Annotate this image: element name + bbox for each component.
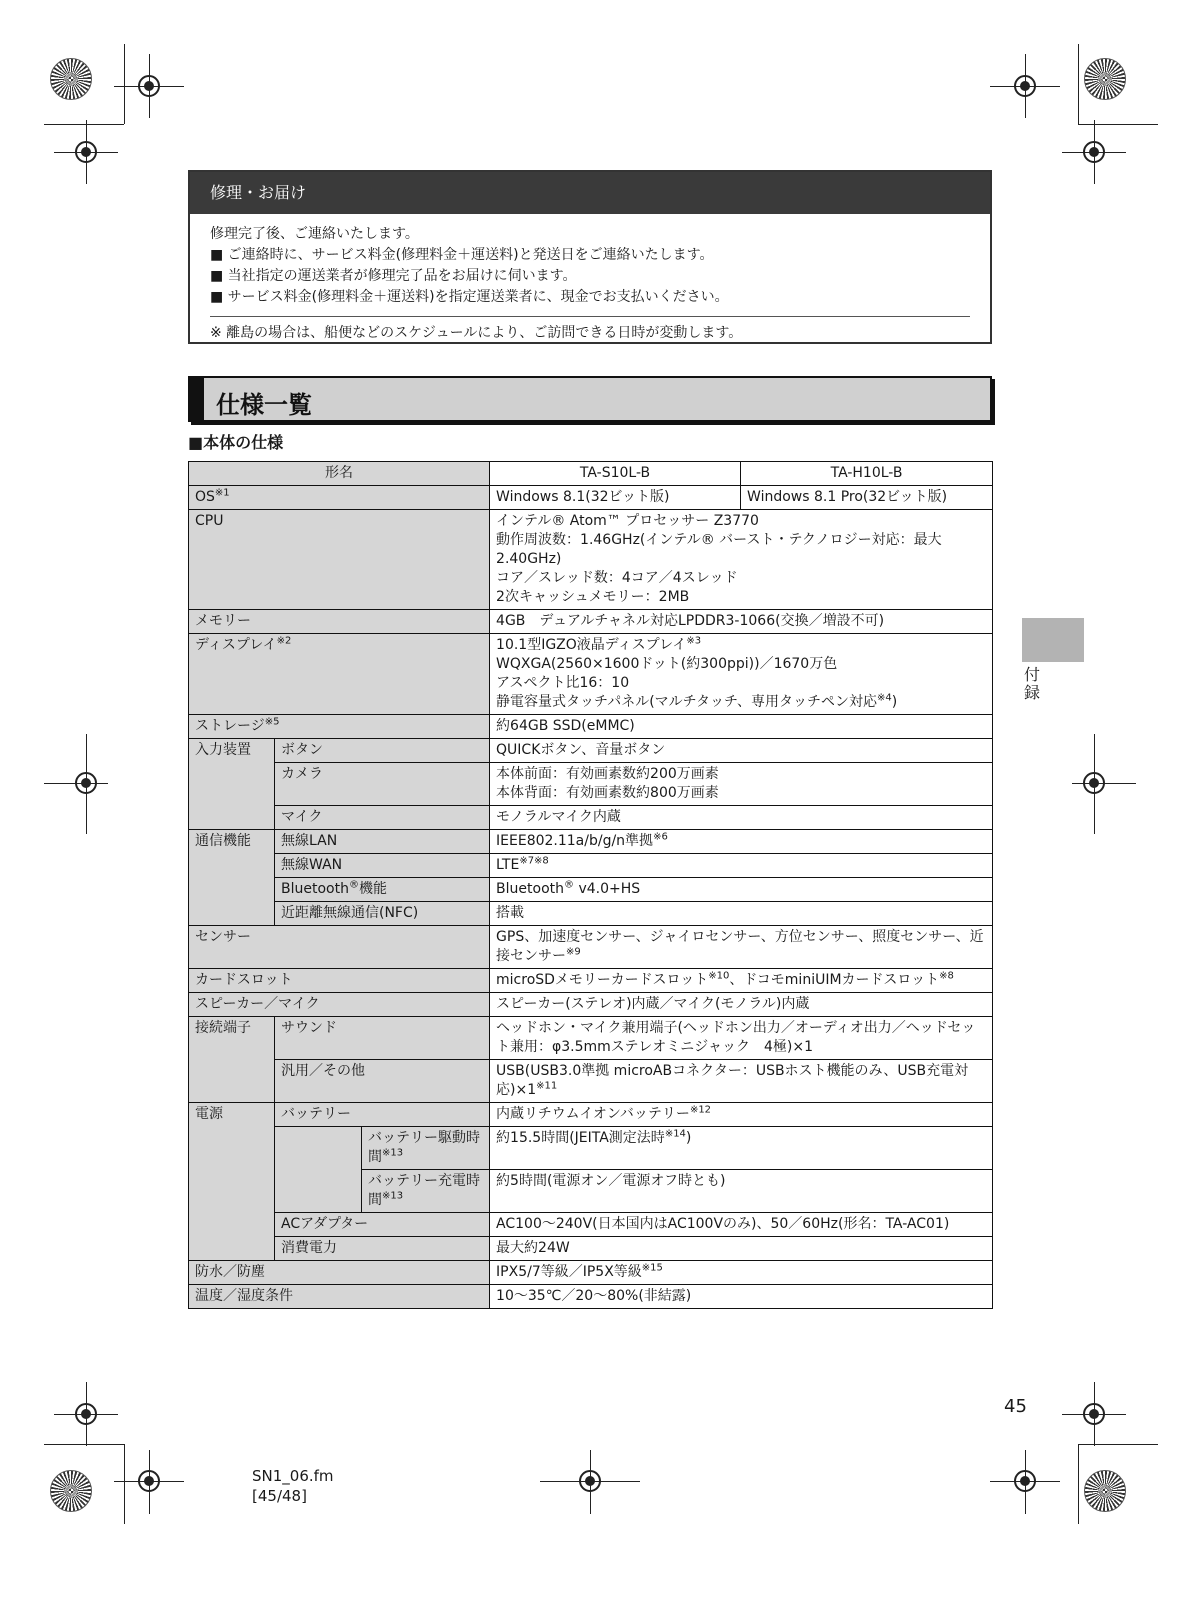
table-cell: AC100〜240V(日本国内はAC100Vのみ)、50／60Hz(形名：TA-AC01) (490, 1213, 993, 1237)
row-label: CPU (189, 510, 490, 610)
row-label: バッテリー充電時間$^{※13}$ (362, 1170, 490, 1213)
divider (210, 316, 970, 317)
header-cell: TA-S10L-B (490, 462, 741, 486)
table-cell: 内蔵リチウムイオンバッテリー$^{※12}$ (490, 1103, 993, 1127)
registration-star-icon (50, 1470, 92, 1512)
table-cell: USB(USB3.0準拠 microABコネクター：USBホスト機能のみ、USB充電対応)$\times 1^{※11}$ (490, 1060, 993, 1103)
table-row (189, 1103, 993, 1127)
row-label: ACアダプター (275, 1213, 490, 1237)
row-label: 無線WAN (275, 854, 490, 878)
row-label: 温度／湿度条件 (189, 1285, 490, 1309)
row-label: バッテリー駆動時間$^{※13}$ (362, 1127, 490, 1170)
crosshair-icon (138, 1470, 160, 1492)
section-title-bar (188, 376, 992, 422)
table-row (189, 969, 993, 993)
table-row (189, 610, 993, 634)
row-label: ボタン (275, 739, 490, 763)
group-label: 入力装置 (189, 739, 275, 830)
row-label: ストレージ$^{※5}$ (189, 715, 490, 739)
crosshair-icon (1083, 772, 1105, 794)
group-label: 通信機能 (189, 830, 275, 926)
table-row (189, 854, 993, 878)
table-cell: 約64GB SSD(eMMC) (490, 715, 993, 739)
crosshair-icon (1014, 1470, 1036, 1492)
repair-box-title: 修理・お届け (190, 172, 990, 214)
repair-line: ■ サービス料金(修理料金＋運送料)を指定運送業者に、現金でお支払いください。 (210, 289, 729, 305)
repair-note: ※ 離島の場合は、船便などのスケジュールにより、ご訪問できる日時が変動します。 (210, 325, 743, 341)
table-row (189, 1127, 993, 1170)
crosshair-icon (75, 772, 97, 794)
table-cell: GPS、加速度センサー、ジャイロセンサー、方位センサー、照度センサー、近接センサー$^{※9}$ (490, 926, 993, 969)
table-row (189, 715, 993, 739)
repair-line: ■ ご連絡時に、サービス料金(修理料金＋運送料)と発送日をご連絡いたします。 (210, 247, 714, 263)
table-cell: 10〜35℃／20〜80%(非結露) (490, 1285, 993, 1309)
table-cell: Windows 8.1 Pro(32ビット版) (741, 486, 993, 510)
table-row (189, 902, 993, 926)
table-row (189, 462, 993, 486)
page-number: 45 (1004, 1396, 1027, 1417)
table-cell: 搭載 (490, 902, 993, 926)
crosshair-icon (1014, 75, 1036, 97)
crosshair-icon (1083, 1403, 1105, 1425)
row-label: バッテリー (275, 1103, 490, 1127)
crosshair-icon (1083, 141, 1105, 163)
table-row (189, 486, 993, 510)
header-cell: 形名 (189, 462, 490, 486)
registration-star-icon (1084, 1470, 1126, 1512)
row-label: メモリー (189, 610, 490, 634)
table-cell: microSDメモリーカードスロット$^{※10}$、ドコモminiUIMカードスロット$^{※8}$ (490, 969, 993, 993)
table-cell: Windows 8.1(32ビット版) (490, 486, 741, 510)
table-row (189, 1017, 993, 1060)
table-cell: モノラルマイク内蔵 (490, 806, 993, 830)
row-label: Bluetooth®機能 (275, 878, 490, 902)
crosshair-icon (138, 75, 160, 97)
table-row (189, 926, 993, 969)
table-cell: インテル® Atom™ プロセッサー Z3770 動作周波数：1.46GHz(インテル® バースト・テクノロジー対応：最大2.40GHz) コア／スレッド数：4コア／4スレッド 2次キャッシュメモリー：2MB (490, 510, 993, 610)
table-row (189, 830, 993, 854)
table-row (189, 510, 993, 610)
row-label: 近距離無線通信(NFC) (275, 902, 490, 926)
registration-star-icon (1084, 58, 1126, 100)
subsection-heading: ■本体の仕様 (188, 433, 284, 452)
section-title: 仕様一覧 (216, 391, 312, 419)
group-spacer (275, 1127, 362, 1213)
table-row (189, 878, 993, 902)
table-row (189, 763, 993, 806)
repair-delivery-box (188, 170, 992, 344)
footer-filename: SN1_06.fm (252, 1467, 334, 1485)
table-cell: 約5時間(電源オン／電源オフ時とも) (490, 1170, 993, 1213)
table-row (189, 1237, 993, 1261)
row-label: OS$^{※1}$ (189, 486, 490, 510)
row-label: 消費電力 (275, 1237, 490, 1261)
table-row (189, 993, 993, 1017)
table-row (189, 739, 993, 763)
row-label: サウンド (275, 1017, 490, 1060)
footer-pages: [45/48] (252, 1487, 307, 1505)
crosshair-icon (579, 1470, 601, 1492)
table-cell: 最大約24W (490, 1237, 993, 1261)
header-cell: TA-H10L-B (741, 462, 993, 486)
table-cell: $LTE^{※7※8}$ (490, 854, 993, 878)
row-label: 汎用／その他 (275, 1060, 490, 1103)
table-cell: 約15.5時間(JEITA測定法時$^{※14}$) (490, 1127, 993, 1170)
group-label: 電源 (189, 1103, 275, 1261)
repair-line: 修理完了後、ご連絡いたします。 (210, 226, 419, 242)
table-row (189, 1213, 993, 1237)
row-label: 無線LAN (275, 830, 490, 854)
repair-line: ■ 当社指定の運送業者が修理完了品をお届けに伺います。 (210, 268, 577, 284)
spec-table (188, 461, 993, 1309)
row-label: 防水／防塵 (189, 1261, 490, 1285)
registration-star-icon (50, 58, 92, 100)
table-cell: Bluetooth® v4.0+HS (490, 878, 993, 902)
table-cell: IPX5/7等級／IP5X等級$^{※15}$ (490, 1261, 993, 1285)
row-label: カードスロット (189, 969, 490, 993)
footer (252, 1466, 334, 1506)
table-cell: 10.1型IGZO液晶ディスプレイ$^{※3}$ WQXGA(2560×1600ドット(約300ppi))／1670万色 アスペクト比16：10 静電容量式タッチパネル(マルチタッチ、専用タッチペン対応$^{※4}$) (490, 634, 993, 715)
table-cell: 4GB デュアルチャネル対応LPDDR3-1066(交換／増設不可) (490, 610, 993, 634)
table-cell: QUICKボタン、音量ボタン (490, 739, 993, 763)
table-row (189, 1060, 993, 1103)
crosshair-icon (75, 1403, 97, 1425)
table-row (189, 1261, 993, 1285)
side-tab (1022, 618, 1084, 662)
table-cell: スピーカー(ステレオ)内蔵／マイク(モノラル)内蔵 (490, 993, 993, 1017)
row-label: センサー (189, 926, 490, 969)
row-label: マイク (275, 806, 490, 830)
repair-box-body (190, 214, 990, 344)
row-label: カメラ (275, 763, 490, 806)
table-cell: ヘッドホン・マイク兼用端子(ヘッドホン出力／オーディオ出力／ヘッドセット兼用：φ3.5mmステレオミニジャック 4極)×1 (490, 1017, 993, 1060)
row-label: スピーカー／マイク (189, 993, 490, 1017)
table-cell: IEEE802.11a/b/g/n準拠$^{※6}$ (490, 830, 993, 854)
row-label: ディスプレイ$^{※2}$ (189, 634, 490, 715)
side-tab-label: 付録 (1023, 665, 1040, 702)
table-row (189, 1285, 993, 1309)
table-row (189, 634, 993, 715)
table-cell: 本体前面：有効画素数約200万画素 本体背面：有効画素数約800万画素 (490, 763, 993, 806)
crosshair-icon (75, 141, 97, 163)
group-label: 接続端子 (189, 1017, 275, 1103)
table-row (189, 806, 993, 830)
